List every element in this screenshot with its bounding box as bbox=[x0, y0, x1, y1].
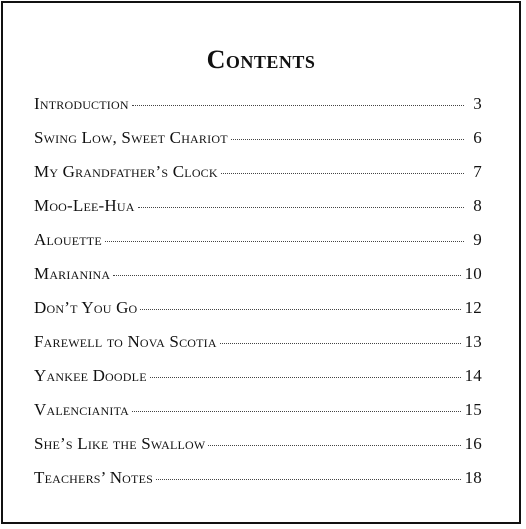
toc-entry[interactable] bbox=[34, 261, 482, 295]
page-title: Contents bbox=[206, 45, 316, 75]
toc-entry-title: Yankee Doodle bbox=[34, 366, 147, 385]
toc-entry-title: My Grandfather’s Clock bbox=[34, 162, 218, 181]
toc-entry[interactable] bbox=[34, 329, 482, 363]
contents-page bbox=[1, 1, 521, 524]
toc-entry[interactable] bbox=[34, 397, 482, 431]
toc-page-number: 8 bbox=[473, 196, 482, 215]
dot-leader bbox=[138, 206, 464, 208]
toc-entry-title: Alouette bbox=[34, 230, 102, 249]
table-of-contents bbox=[34, 91, 482, 499]
toc-entry[interactable] bbox=[34, 465, 482, 499]
toc-entry-title: Valencianita bbox=[34, 400, 130, 419]
toc-entry-title: She’s Like the Swallow bbox=[34, 434, 206, 453]
toc-page-number: 9 bbox=[473, 230, 482, 249]
dot-leader bbox=[231, 138, 464, 140]
dot-leader bbox=[132, 410, 461, 412]
dot-leader bbox=[113, 274, 460, 276]
toc-page-number: 7 bbox=[473, 162, 482, 181]
toc-entry[interactable] bbox=[34, 227, 482, 261]
dot-leader bbox=[140, 308, 460, 310]
toc-page-number: 10 bbox=[464, 264, 482, 283]
toc-entry-title: Teachers’ Notes bbox=[34, 468, 153, 487]
toc-page-number: 18 bbox=[464, 468, 482, 487]
dot-leader bbox=[220, 342, 461, 344]
toc-entry[interactable] bbox=[34, 295, 482, 329]
toc-entry-title: Swing Low, Sweet Chariot bbox=[34, 128, 228, 147]
dot-leader bbox=[150, 376, 461, 378]
dot-leader bbox=[105, 240, 464, 242]
toc-entry[interactable] bbox=[34, 159, 482, 193]
toc-entry-title: Moo-Lee-Hua bbox=[34, 196, 135, 215]
toc-page-number: 13 bbox=[464, 332, 482, 351]
toc-entry-title: Don’t You Go bbox=[34, 298, 138, 317]
toc-page-number: 6 bbox=[473, 128, 482, 147]
toc-entry[interactable] bbox=[34, 125, 482, 159]
toc-entry[interactable] bbox=[34, 431, 482, 465]
toc-page-number: 14 bbox=[464, 366, 482, 385]
toc-entry[interactable] bbox=[34, 193, 482, 227]
dot-leader bbox=[208, 444, 460, 446]
dot-leader bbox=[132, 104, 464, 106]
toc-entry-title: Introduction bbox=[34, 94, 129, 113]
toc-entry-title: Farewell to Nova Scotia bbox=[34, 332, 217, 351]
toc-page-number: 3 bbox=[473, 94, 482, 113]
toc-page-number: 16 bbox=[464, 434, 482, 453]
dot-leader bbox=[221, 172, 464, 174]
toc-page-number: 12 bbox=[464, 298, 482, 317]
dot-leader bbox=[156, 478, 461, 480]
toc-entry[interactable] bbox=[34, 363, 482, 397]
toc-entry-title: Marianina bbox=[34, 264, 111, 283]
toc-entry[interactable] bbox=[34, 91, 482, 125]
toc-page-number: 15 bbox=[464, 400, 482, 419]
